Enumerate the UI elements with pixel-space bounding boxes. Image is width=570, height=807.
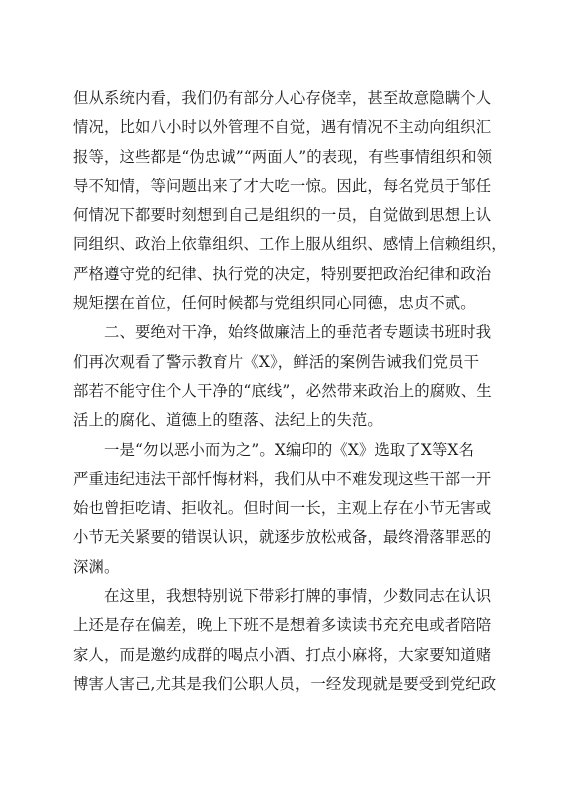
paragraph-first-line: 在这里，我想特别说下带彩打牌的事情，少数同志在认识 bbox=[104, 587, 492, 606]
text-line: 部若不能守住个人干净的“底线”，必然带来政治上的腐败、生 bbox=[73, 381, 492, 400]
text-line: 始也曾拒吃请、拒收礼。但时间一长，主观上存在小节无害或 bbox=[73, 499, 492, 518]
text-line: 但从系统内看，我们仍有部分人心存侥幸，甚至故意隐瞒个人 bbox=[73, 89, 492, 107]
text-line: 报等，这些都是“伪忠诚”“两面人”的表现，有些事情组织和领 bbox=[73, 147, 493, 166]
text-line: 博害人害己,尤其是我们公职人员，一经发现就是要受到党纪政 bbox=[73, 674, 497, 693]
text-line: 严格遵守党的纪律、执行党的决定，特别要把政治纪律和政治 bbox=[73, 264, 492, 283]
text-line: 导不知情，等问题出来了才大吃一惊。因此，每名党员于邹任 bbox=[73, 176, 492, 195]
text-line: 严重违纪违法干部忏悔材料，我们从中不难发现这些干部一开 bbox=[73, 469, 492, 488]
body-text bbox=[73, 84, 507, 699]
text-line: 家人，而是邀约成群的喝点小酒、打点小麻将，大家要知道赌 bbox=[73, 645, 492, 664]
text-line: 情况，比如八小时以外管理不自觉，遇有情况不主动向组织汇 bbox=[73, 118, 492, 137]
paragraph-first-line: 二、要绝对干净，始终做廉洁上的垂范者专题读书班时我 bbox=[104, 323, 492, 342]
text-line: 深渊。 bbox=[73, 557, 120, 576]
text-line: 何情况下都要时刻想到自己是组织的一员，自觉做到思想上认 bbox=[73, 206, 492, 225]
text-line: 规矩摆在首位，任何时候都与党组织同心同德，忠贞不贰。 bbox=[73, 294, 476, 313]
text-line: 上还是存在偏差，晚上下班不是想着多读读书充充电或者陪陪 bbox=[73, 616, 492, 635]
text-line: 小节无关紧要的错误认识，就逐步放松戒备，最终滑落罪恶的 bbox=[73, 528, 492, 547]
text-line: 同组织、政治上依靠组织、工作上服从组织、感情上信赖组织， bbox=[73, 235, 507, 254]
text-line: 们再次观看了警示教育片《X》，鲜活的案例告诫我们党员干 bbox=[73, 352, 480, 371]
paragraph-first-line: 一是“勿以恶小而为之”。X编印的《X》选取了X等X名 bbox=[104, 440, 474, 459]
text-line: 活上的腐化、道德上的堕落、法纪上的失范。 bbox=[73, 411, 383, 430]
